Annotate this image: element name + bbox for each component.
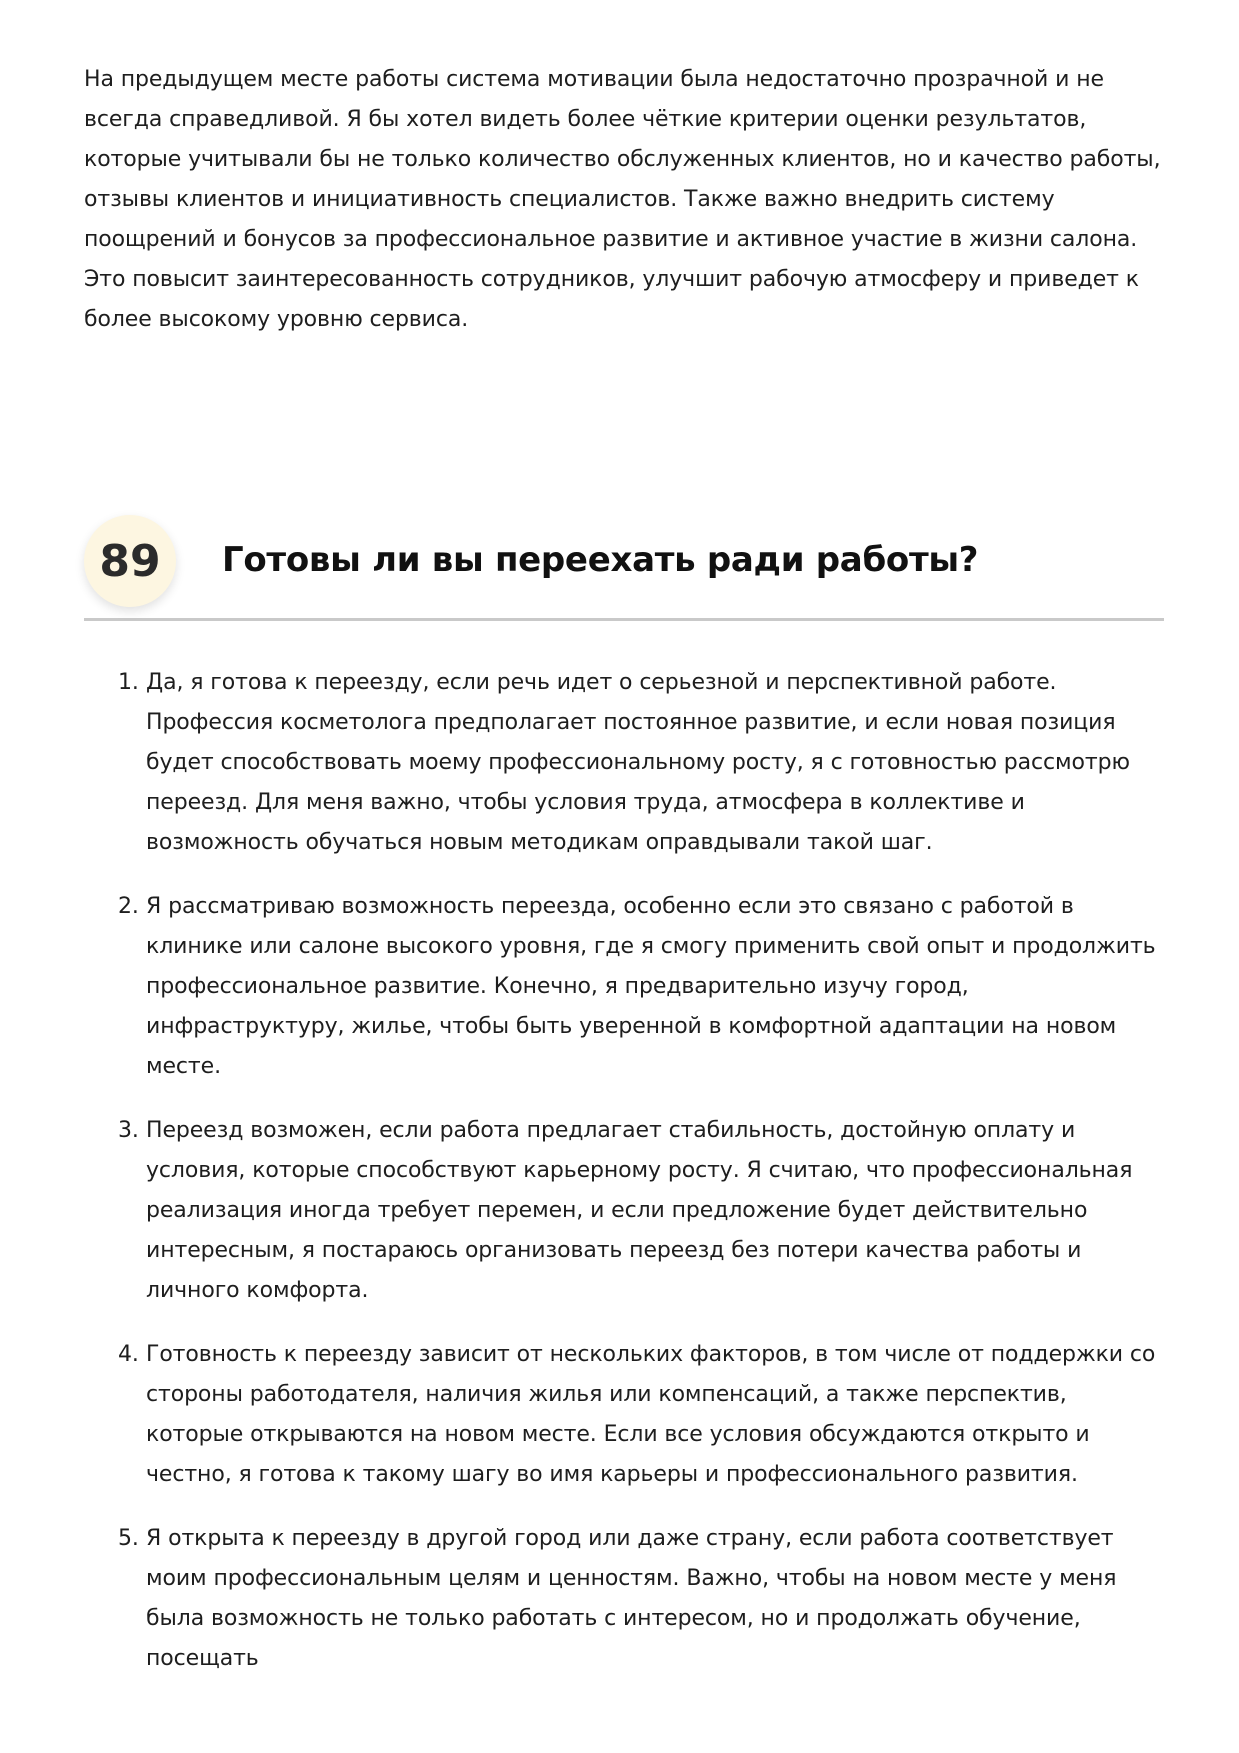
answer-item (118, 1111, 1166, 1311)
question-number-badge: 89 (84, 515, 176, 607)
answer-number: 1. (118, 670, 139, 695)
intro-paragraph: На предыдущем месте работы система мотивации была недостаточно прозрачной и не всегда справедливой. Я бы хотел видеть более чёткие критерии оценки результатов, которые учитывали бы не только количество обслуженных клиентов, но и качество работы, отзывы клиентов и инициативность специалистов. Также важно внедрить систему поощрений и бонусов за профессиональное развитие и активное участие в жизни салона. Это повысит заинтересованность сотрудников, улучшит рабочую атмосферу и приведет к более высокому уровню сервиса. (84, 67, 1161, 332)
answer-number: 4. (118, 1342, 139, 1367)
answer-item (118, 887, 1166, 1087)
question-title: Готовы ли вы переехать ради работы? (222, 540, 979, 580)
answer-item (118, 663, 1166, 863)
answer-text: Готовность к переезду зависит от нескольких факторов, в том числе от поддержки со стороны работодателя, наличия жилья или компенсаций, а также перспектив, которые открываются на новом месте. Если все условия обсуждаются открыто и честно, я готова к такому шагу во имя карьеры и профессионального развития. (146, 1342, 1156, 1487)
answer-number: 3. (118, 1118, 139, 1143)
answer-number: 5. (118, 1526, 139, 1551)
question-header (84, 515, 1164, 621)
answer-text: Переезд возможен, если работа предлагает стабильность, достойную оплату и условия, которые способствуют карьерному росту. Я считаю, что профессиональная реализация иногда требует перемен, и если предложение будет действительно интересным, я постараюсь организовать переезд без потери качества работы и личного комфорта. (146, 1118, 1133, 1303)
answer-item (118, 1519, 1166, 1679)
answer-text: Да, я готова к переезду, если речь идет о серьезной и перспективной работе. Профессия косметолога предполагает постоянное развитие, и если новая позиция будет способствовать моему профессиональному росту, я с готовностью рассмотрю переезд. Для меня важно, чтобы условия труда, атмосфера в коллективе и возможность обучаться новым методикам оправдывали такой шаг. (146, 670, 1130, 855)
answer-text: Я рассматриваю возможность переезда, особенно если это связано с работой в клинике или салоне высокого уровня, где я смогу применить свой опыт и продолжить профессиональное развитие. Конечно, я предварительно изучу город, инфраструктуру, жилье, чтобы быть уверенной в комфортной адаптации на новом месте. (146, 894, 1156, 1079)
answer-list (118, 663, 1166, 1703)
answer-number: 2. (118, 894, 139, 919)
answer-text: Я открыта к переезду в другой город или даже страну, если работа соответствует моим профессиональным целям и ценностям. Важно, чтобы на новом месте у меня была возможность не только работать с интересом, но и продолжать обучение, посещать (146, 1526, 1117, 1671)
answer-item (118, 1335, 1166, 1495)
